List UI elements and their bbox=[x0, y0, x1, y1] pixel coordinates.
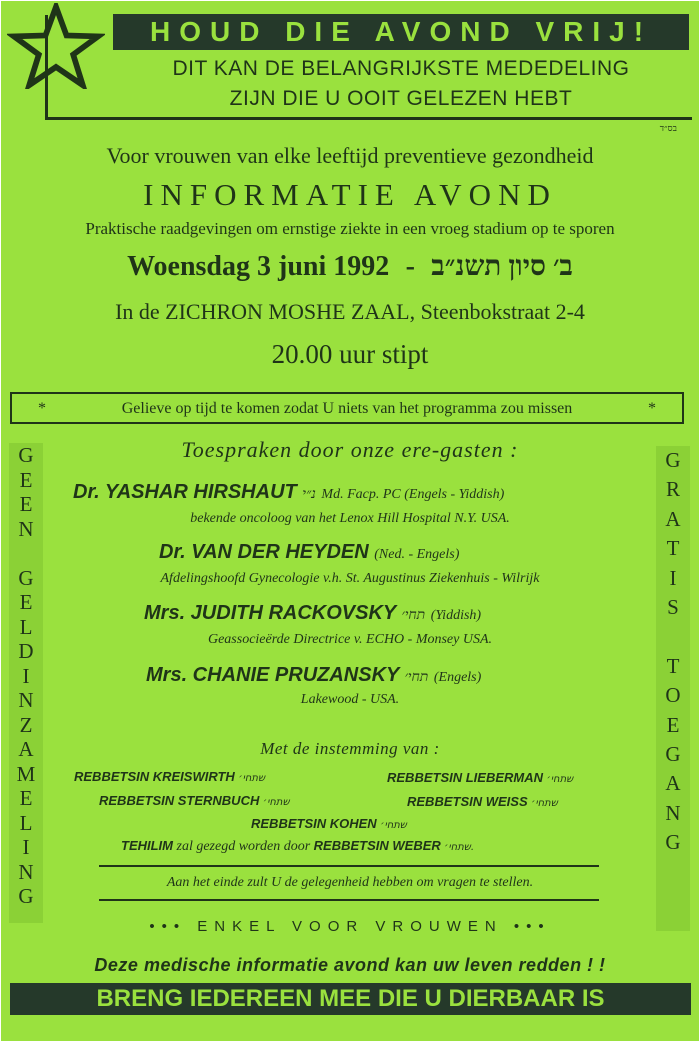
speaker-3-name-text: Mrs. JUDITH RACKOVSKY bbox=[144, 602, 396, 624]
rebbetsin-5-name: REBBETSIN KOHEN bbox=[251, 816, 377, 831]
rebbetsin-5 bbox=[251, 816, 407, 831]
consent-heading: Met de instemming van : bbox=[260, 739, 440, 758]
women-only: ••• ENKEL VOOR VROUWEN ••• bbox=[149, 918, 551, 935]
left-strip-letter: Z bbox=[19, 712, 33, 737]
speaker-3-desc: Geassocieërde Directrice v. ECHO - Monsey USA. bbox=[207, 632, 493, 647]
tagline: Deze medische informatie avond kan uw leven redden ! ! bbox=[94, 955, 606, 975]
event-title: INFORMATIE AVOND bbox=[143, 177, 557, 212]
speaker-1-name bbox=[73, 481, 504, 504]
header-line-2: ZIJN DIE U OOIT GELEZEN HEBT bbox=[229, 87, 573, 110]
right-strip-letter: S bbox=[667, 595, 679, 620]
header-banner: HOUD DIE AVOND VRIJ! bbox=[113, 14, 689, 50]
left-strip-letter: L bbox=[19, 614, 33, 639]
right-strip-letter: G bbox=[665, 830, 681, 855]
rebbetsin-2-hebrew: שתחי׳ bbox=[546, 774, 574, 785]
speakers-heading: Toespraken door onze ere-gasten : bbox=[181, 437, 519, 462]
right-strip-letter: O bbox=[665, 683, 681, 708]
left-strip-letter bbox=[9, 541, 43, 566]
speaker-1-hebrew: נ״י bbox=[302, 487, 316, 502]
speaker-4-desc: Lakewood - USA. bbox=[300, 692, 400, 707]
left-strip-letter: E bbox=[19, 492, 33, 516]
left-strip-letter: G bbox=[18, 884, 34, 908]
speaker-4-name-text: Mrs. CHANIE PRUZANSKY bbox=[146, 664, 399, 686]
left-strip-letter: I bbox=[22, 835, 30, 859]
speaker-4-note: (Engels) bbox=[433, 670, 482, 685]
speaker-1-note: Md. Facp. PC (Engels - Yiddish) bbox=[321, 487, 505, 502]
event-time: 20.00 uur stipt bbox=[271, 339, 429, 369]
notice-star-right: * bbox=[648, 400, 656, 417]
speaker-2-name bbox=[159, 541, 459, 564]
right-strip-letter: A bbox=[665, 771, 681, 796]
rebbetsin-2-name: REBBETSIN LIEBERMAN bbox=[387, 770, 544, 785]
header-line-1: DIT KAN DE BELANGRIJKSTE MEDEDELING bbox=[172, 57, 630, 80]
speaker-4-name bbox=[146, 664, 481, 687]
right-strip-letter: A bbox=[665, 506, 681, 531]
left-strip-letter: N bbox=[18, 859, 34, 884]
left-strip-letter: M bbox=[16, 761, 36, 786]
rebbetsin-1-name: REBBETSIN KREISWIRTH bbox=[74, 769, 235, 784]
speaker-3-hebrew: תחי׳ bbox=[401, 608, 426, 623]
speaker-1-name-text: Dr. YASHAR HIRSHAUT bbox=[73, 481, 297, 503]
rebbetsin-3-hebrew: שתחי׳ bbox=[262, 797, 290, 808]
left-strip-letter: G bbox=[18, 443, 34, 467]
speaker-4-hebrew: תחי׳ bbox=[404, 670, 429, 685]
speaker-1-desc: bekende oncoloog van het Lenox Hill Hospital N.Y. USA. bbox=[190, 511, 510, 526]
date-dutch: Woensdag 3 juni 1992 bbox=[127, 251, 390, 282]
left-strip-letter: I bbox=[22, 663, 30, 688]
tehilim-hebrew: שתחי׳. bbox=[444, 842, 475, 853]
left-strip-letter: E bbox=[19, 590, 33, 614]
left-strip-letter: L bbox=[19, 810, 33, 835]
rebbetsin-4-hebrew: שתחי׳ bbox=[531, 798, 558, 809]
right-strip-letter: R bbox=[665, 477, 680, 502]
rebbetsin-4 bbox=[407, 794, 558, 809]
left-strip-letter: N bbox=[18, 688, 34, 712]
intro-line: Voor vrouwen van elke leeftijd preventieve gezondheid bbox=[106, 143, 594, 168]
footer-banner: BRENG IEDEREEN MEE DIE U DIERBAAR IS bbox=[10, 983, 691, 1015]
right-strip-letter: G bbox=[665, 742, 681, 767]
rebbetsin-1 bbox=[74, 769, 265, 784]
divider-top bbox=[99, 865, 599, 867]
speaker-3-name bbox=[144, 602, 481, 625]
divider-bottom bbox=[99, 899, 599, 901]
bsd-mark: בס״ד bbox=[659, 123, 677, 133]
rebbetsin-5-hebrew: שתחי׳ bbox=[380, 820, 407, 831]
rebbetsin-1-hebrew: שתחי׳ bbox=[238, 773, 266, 784]
right-strip-letter: N bbox=[665, 800, 681, 825]
tehilim-middle: zal gezegd worden door bbox=[176, 839, 311, 854]
event-location: In de ZICHRON MOSHE ZAAL, Steenbokstraat 2-4 bbox=[115, 299, 585, 324]
right-strip-letter: I bbox=[669, 565, 677, 590]
notice-star-left: * bbox=[38, 400, 46, 417]
speaker-2-note: (Ned. - Engels) bbox=[374, 547, 460, 562]
rebbetsin-2 bbox=[387, 770, 573, 785]
left-strip-letter: E bbox=[19, 786, 33, 810]
rebbetsin-3-name: REBBETSIN STERNBUCH bbox=[99, 793, 260, 808]
speaker-2-name-text: Dr. VAN DER HEYDEN bbox=[159, 541, 369, 563]
speaker-2-desc: Afdelingshoofd Gynecologie v.h. St. Augustinus Ziekenhuis - Wilrijk bbox=[160, 571, 540, 586]
right-strip-letter: G bbox=[665, 448, 681, 472]
rebbetsin-3 bbox=[99, 793, 290, 808]
flyer bbox=[1, 1, 699, 1041]
tehilim-word: TEHILIM bbox=[121, 838, 173, 853]
rebbetsin-4-name: REBBETSIN WEISS bbox=[407, 794, 528, 809]
left-strip-letter: N bbox=[18, 516, 34, 541]
notice-text: Gelieve op tijd te komen zodat U niets van het programma zou missen bbox=[121, 400, 573, 417]
date-separator: - bbox=[405, 251, 415, 282]
questions-note: Aan het einde zult U de gelegenheid hebben om vragen te stellen. bbox=[166, 875, 534, 890]
left-strip-letter: A bbox=[18, 737, 34, 761]
left-strip-letter: D bbox=[18, 639, 34, 663]
tehilim-name: REBBETSIN WEBER bbox=[313, 838, 441, 853]
tehilim-line bbox=[121, 838, 474, 855]
right-strip-letter: T bbox=[666, 653, 680, 678]
punctuality-notice bbox=[10, 392, 684, 424]
date-hebrew: ב׳ סיון תשנ״ב bbox=[431, 251, 573, 282]
event-date bbox=[1, 251, 699, 283]
right-strip-letter: T bbox=[666, 536, 680, 561]
left-strip-letter: G bbox=[18, 565, 34, 590]
right-strip-letter: E bbox=[666, 712, 680, 737]
speaker-3-note: (Yiddish) bbox=[430, 608, 482, 623]
event-subtitle: Praktische raadgevingen om ernstige ziekte in een vroeg stadium op te sporen bbox=[85, 219, 615, 238]
left-strip-letter: E bbox=[19, 467, 33, 492]
